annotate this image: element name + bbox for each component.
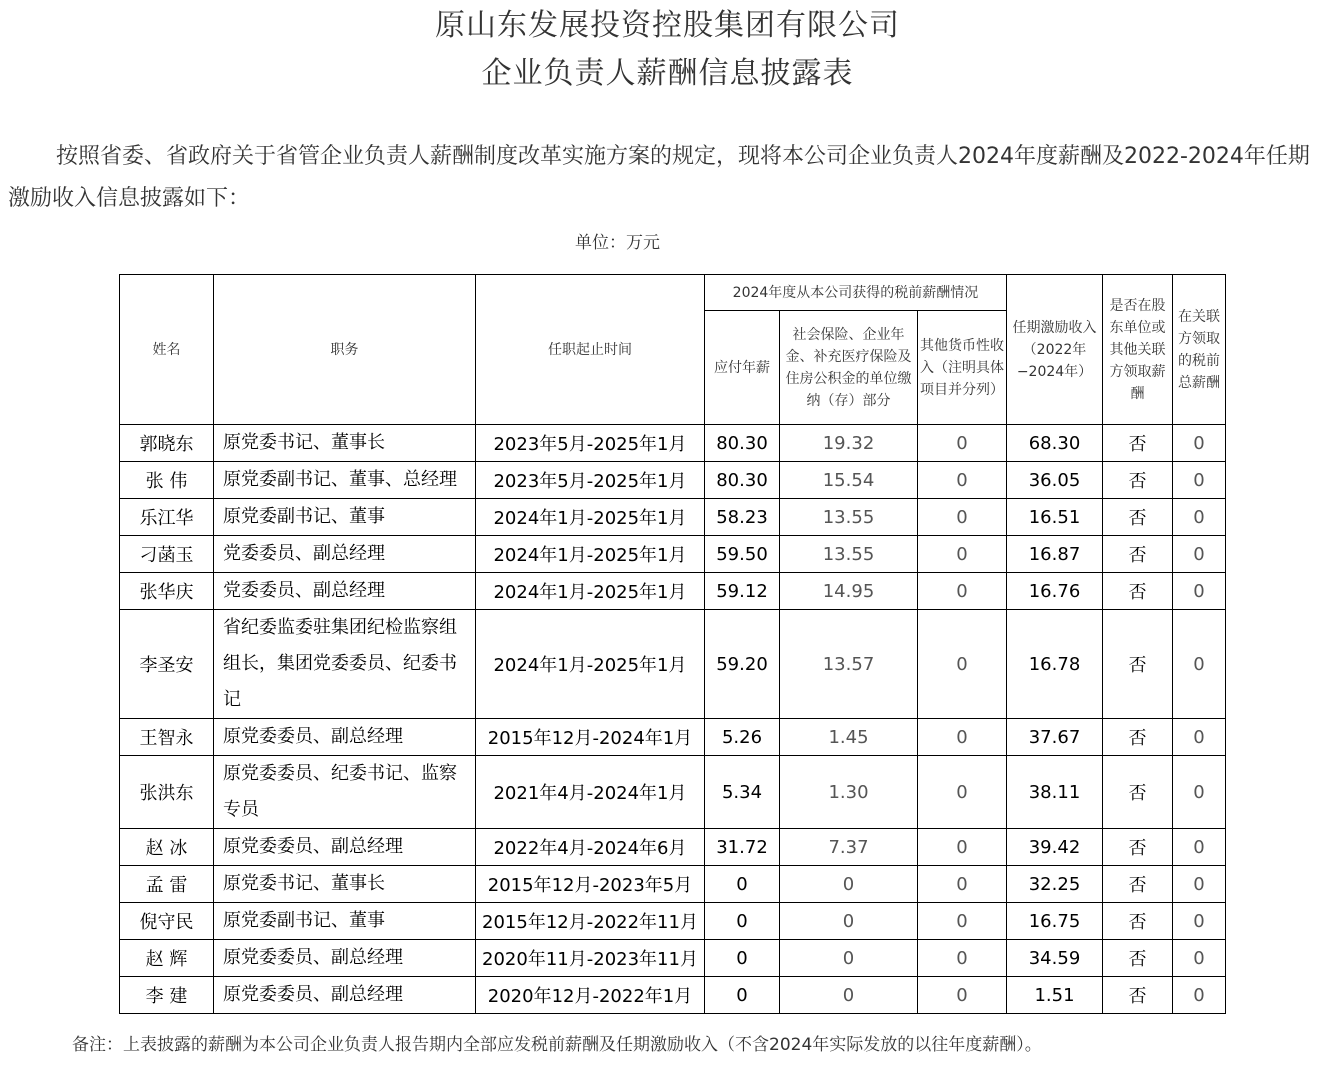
cell-other: 0	[918, 610, 1007, 719]
header-related: 在关联方领取的税前总薪酬	[1173, 275, 1226, 425]
cell-term: 2020年12月-2022年1月	[476, 977, 705, 1014]
header-incentive: 任期激励收入（2022年−2024年）	[1007, 275, 1103, 425]
cell-incentive: 37.67	[1007, 719, 1103, 756]
cell-term: 2024年1月-2025年1月	[476, 499, 705, 536]
cell-incentive: 16.75	[1007, 903, 1103, 940]
cell-name: 张 伟	[120, 462, 214, 499]
header-shareholder: 是否在股东单位或其他关联方领取薪酬	[1103, 275, 1173, 425]
cell-related: 0	[1173, 903, 1226, 940]
header-term: 任职起止时间	[476, 275, 705, 425]
cell-social: 0	[780, 940, 918, 977]
cell-shareholder: 否	[1103, 573, 1173, 610]
cell-other: 0	[918, 536, 1007, 573]
cell-term: 2024年1月-2025年1月	[476, 573, 705, 610]
table-row	[120, 829, 1226, 866]
header-annual-pay: 应付年薪	[705, 311, 780, 425]
table-body	[120, 425, 1226, 1014]
cell-other: 0	[918, 719, 1007, 756]
header-group-2024: 2024年度从本公司获得的税前薪酬情况	[705, 275, 1007, 311]
table-row	[120, 756, 1226, 829]
cell-annual-pay: 0	[705, 940, 780, 977]
cell-position: 原党委委员、副总经理	[214, 719, 476, 756]
cell-social: 14.95	[780, 573, 918, 610]
cell-shareholder: 否	[1103, 940, 1173, 977]
cell-term: 2024年1月-2025年1月	[476, 610, 705, 719]
cell-annual-pay: 0	[705, 903, 780, 940]
cell-incentive: 68.30	[1007, 425, 1103, 462]
cell-position: 原党委副书记、董事	[214, 499, 476, 536]
cell-related: 0	[1173, 756, 1226, 829]
table-row	[120, 499, 1226, 536]
cell-shareholder: 否	[1103, 462, 1173, 499]
header-social: 社会保险、企业年金、补充医疗保险及住房公积金的单位缴纳（存）部分	[780, 311, 918, 425]
cell-position: 原党委副书记、董事	[214, 903, 476, 940]
table-row	[120, 610, 1226, 719]
cell-position: 原党委书记、董事长	[214, 425, 476, 462]
cell-incentive: 16.51	[1007, 499, 1103, 536]
table-row	[120, 977, 1226, 1014]
cell-related: 0	[1173, 719, 1226, 756]
table-row	[120, 866, 1226, 903]
cell-social: 0	[780, 866, 918, 903]
unit-label: 单位：万元	[575, 233, 660, 253]
cell-related: 0	[1173, 462, 1226, 499]
header-name: 姓名	[120, 275, 214, 425]
cell-social: 7.37	[780, 829, 918, 866]
cell-other: 0	[918, 573, 1007, 610]
cell-name: 刁菡玉	[120, 536, 214, 573]
table-row	[120, 573, 1226, 610]
cell-social: 13.55	[780, 536, 918, 573]
cell-position: 原党委委员、副总经理	[214, 829, 476, 866]
cell-position: 省纪委监委驻集团纪检监察组组长，集团党委委员、纪委书记	[214, 610, 476, 719]
cell-annual-pay: 59.20	[705, 610, 780, 719]
cell-incentive: 16.76	[1007, 573, 1103, 610]
cell-name: 赵 冰	[120, 829, 214, 866]
footnote: 备注：上表披露的薪酬为本公司企业负责人报告期内全部应发税前薪酬及任期激励收入（不含2024年实际发放的以往年度薪酬）。	[72, 1035, 1042, 1055]
cell-name: 张洪东	[120, 756, 214, 829]
cell-name: 孟 雷	[120, 866, 214, 903]
cell-name: 李圣安	[120, 610, 214, 719]
cell-annual-pay: 0	[705, 977, 780, 1014]
table-row	[120, 462, 1226, 499]
cell-other: 0	[918, 462, 1007, 499]
cell-position: 原党委委员、纪委书记、监察专员	[214, 756, 476, 829]
cell-related: 0	[1173, 610, 1226, 719]
page-title: 原山东发展投资控股集团有限公司	[435, 8, 900, 43]
cell-term: 2023年5月-2025年1月	[476, 462, 705, 499]
cell-social: 13.55	[780, 499, 918, 536]
cell-incentive: 16.87	[1007, 536, 1103, 573]
header-other: 其他货币性收入（注明具体项目并分列）	[918, 311, 1007, 425]
cell-social: 1.30	[780, 756, 918, 829]
cell-shareholder: 否	[1103, 756, 1173, 829]
cell-position: 党委委员、副总经理	[214, 573, 476, 610]
cell-social: 0	[780, 903, 918, 940]
cell-name: 张华庆	[120, 573, 214, 610]
cell-incentive: 1.51	[1007, 977, 1103, 1014]
cell-name: 王智永	[120, 719, 214, 756]
cell-incentive: 39.42	[1007, 829, 1103, 866]
cell-social: 1.45	[780, 719, 918, 756]
cell-related: 0	[1173, 499, 1226, 536]
cell-shareholder: 否	[1103, 977, 1173, 1014]
table-row	[120, 536, 1226, 573]
cell-other: 0	[918, 977, 1007, 1014]
cell-incentive: 34.59	[1007, 940, 1103, 977]
cell-position: 原党委副书记、董事、总经理	[214, 462, 476, 499]
cell-related: 0	[1173, 573, 1226, 610]
cell-term: 2015年12月-2023年5月	[476, 866, 705, 903]
cell-related: 0	[1173, 425, 1226, 462]
cell-annual-pay: 59.50	[705, 536, 780, 573]
intro-paragraph: 按照省委、省政府关于省管企业负责人薪酬制度改革实施方案的规定，现将本公司企业负责人2024年度薪酬及2022-2024年任期激励收入信息披露如下：	[8, 144, 1310, 211]
cell-shareholder: 否	[1103, 425, 1173, 462]
cell-name: 李 建	[120, 977, 214, 1014]
cell-other: 0	[918, 903, 1007, 940]
cell-related: 0	[1173, 866, 1226, 903]
cell-shareholder: 否	[1103, 719, 1173, 756]
cell-shareholder: 否	[1103, 610, 1173, 719]
cell-related: 0	[1173, 977, 1226, 1014]
cell-related: 0	[1173, 829, 1226, 866]
table-row	[120, 903, 1226, 940]
cell-annual-pay: 59.12	[705, 573, 780, 610]
cell-shareholder: 否	[1103, 903, 1173, 940]
cell-position: 原党委委员、副总经理	[214, 940, 476, 977]
cell-name: 赵 辉	[120, 940, 214, 977]
cell-incentive: 16.78	[1007, 610, 1103, 719]
cell-other: 0	[918, 425, 1007, 462]
cell-name: 倪守民	[120, 903, 214, 940]
cell-related: 0	[1173, 536, 1226, 573]
cell-social: 15.54	[780, 462, 918, 499]
cell-annual-pay: 80.30	[705, 462, 780, 499]
cell-position: 原党委书记、董事长	[214, 866, 476, 903]
cell-other: 0	[918, 829, 1007, 866]
cell-other: 0	[918, 940, 1007, 977]
cell-term: 2023年5月-2025年1月	[476, 425, 705, 462]
cell-shareholder: 否	[1103, 829, 1173, 866]
page-subtitle: 企业负责人薪酬信息披露表	[481, 56, 854, 91]
cell-incentive: 38.11	[1007, 756, 1103, 829]
cell-shareholder: 否	[1103, 536, 1173, 573]
cell-term: 2022年4月-2024年6月	[476, 829, 705, 866]
cell-annual-pay: 31.72	[705, 829, 780, 866]
cell-annual-pay: 0	[705, 866, 780, 903]
cell-other: 0	[918, 866, 1007, 903]
cell-shareholder: 否	[1103, 866, 1173, 903]
cell-social: 19.32	[780, 425, 918, 462]
cell-name: 乐江华	[120, 499, 214, 536]
cell-other: 0	[918, 499, 1007, 536]
table-row	[120, 425, 1226, 462]
cell-incentive: 32.25	[1007, 866, 1103, 903]
cell-annual-pay: 5.34	[705, 756, 780, 829]
cell-term: 2021年4月-2024年1月	[476, 756, 705, 829]
cell-annual-pay: 5.26	[705, 719, 780, 756]
cell-other: 0	[918, 756, 1007, 829]
cell-term: 2015年12月-2024年1月	[476, 719, 705, 756]
table-row	[120, 719, 1226, 756]
cell-term: 2024年1月-2025年1月	[476, 536, 705, 573]
cell-social: 0	[780, 977, 918, 1014]
cell-name: 郭晓东	[120, 425, 214, 462]
cell-shareholder: 否	[1103, 499, 1173, 536]
table-row	[120, 940, 1226, 977]
cell-related: 0	[1173, 940, 1226, 977]
cell-annual-pay: 80.30	[705, 425, 780, 462]
cell-incentive: 36.05	[1007, 462, 1103, 499]
salary-table	[119, 274, 1226, 1014]
cell-term: 2020年11月-2023年11月	[476, 940, 705, 977]
header-position: 职务	[214, 275, 476, 425]
cell-position: 原党委委员、副总经理	[214, 977, 476, 1014]
cell-annual-pay: 58.23	[705, 499, 780, 536]
cell-term: 2015年12月-2022年11月	[476, 903, 705, 940]
cell-social: 13.57	[780, 610, 918, 719]
cell-position: 党委委员、副总经理	[214, 536, 476, 573]
